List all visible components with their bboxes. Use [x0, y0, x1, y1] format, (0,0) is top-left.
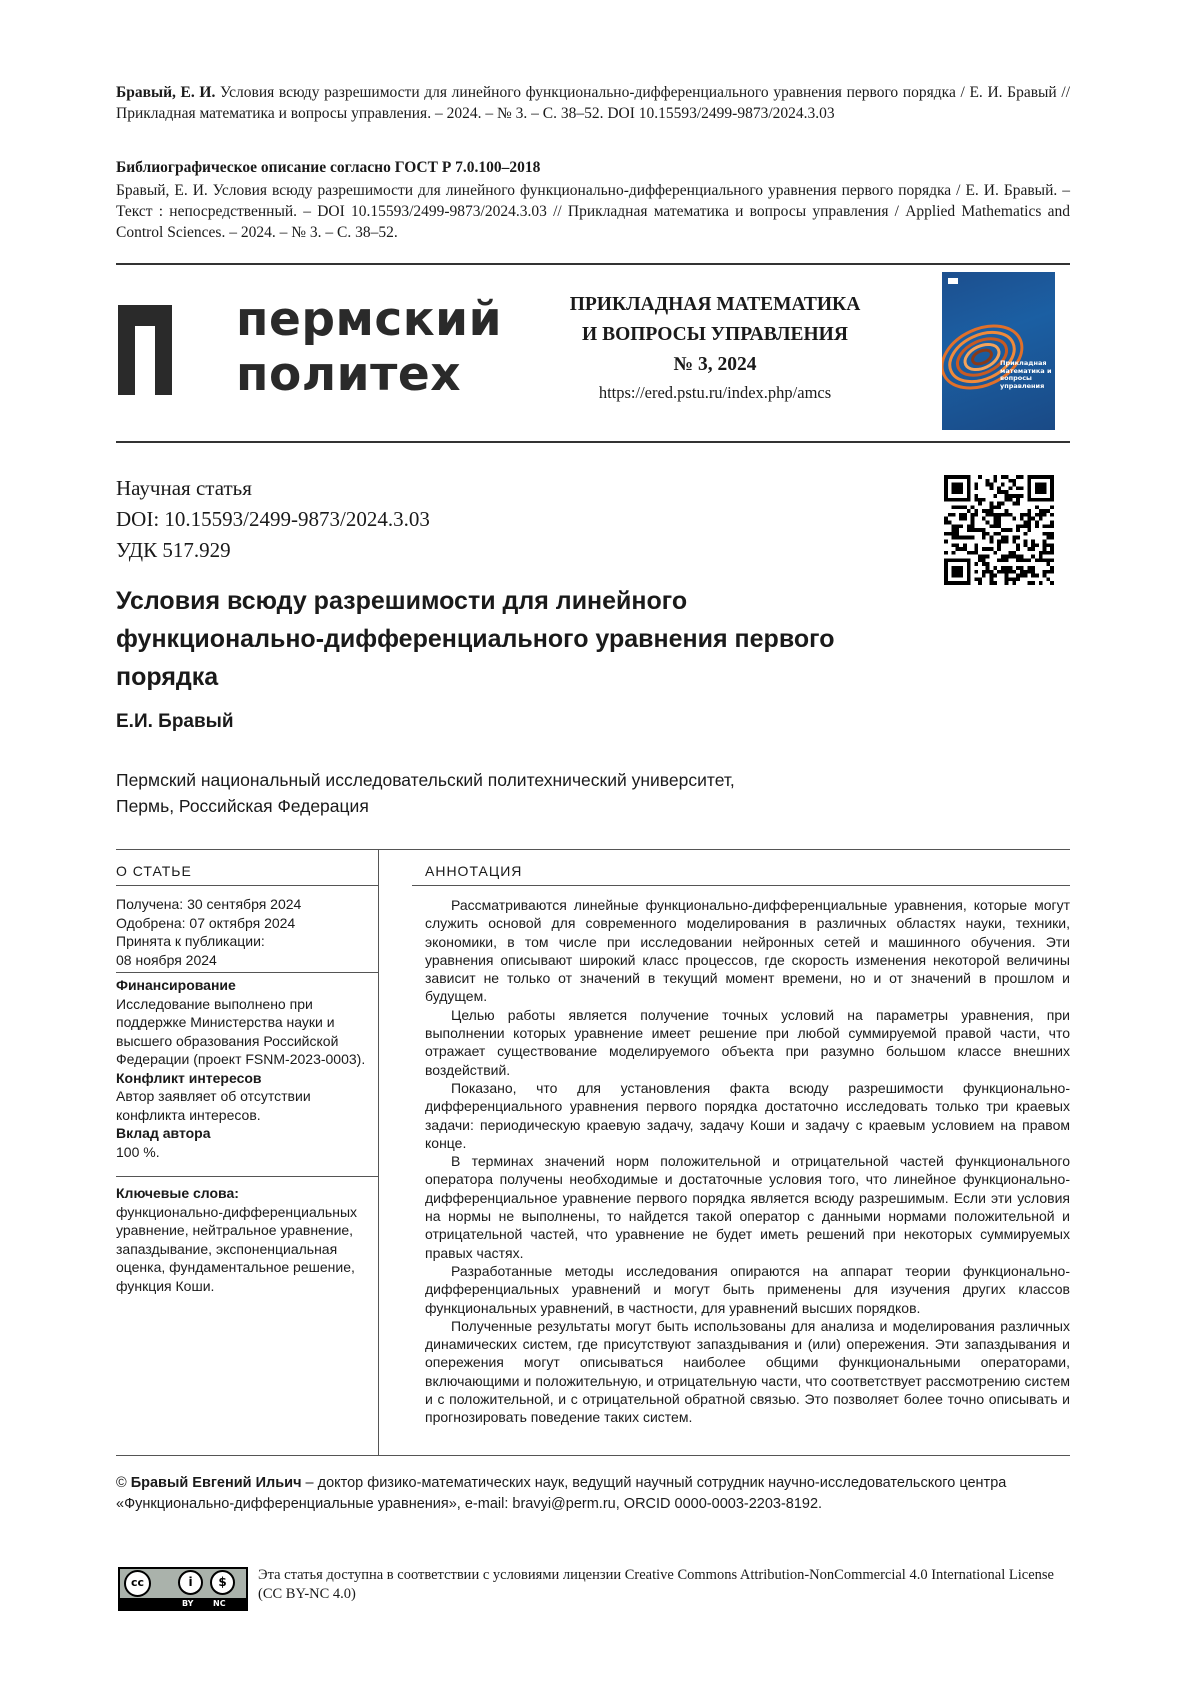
gost-heading: Библиографическое описание согласно ГОСТ Р 7.0.100–2018 [116, 159, 541, 176]
journal-url[interactable]: https://ered.pstu.ru/index.php/amcs [598, 383, 832, 402]
author-info [116, 1473, 1070, 1515]
article-meta [116, 473, 430, 566]
license-text: Эта статья доступна в соответствии с условиями лицензии Creative Commons Attribution-NonCommercial 4.0 International License (CC BY-NC 4.0) [258, 1567, 1054, 1602]
funding-text: Исследование выполнено при поддержке Министерства науки и высшего образования Российской Федерации (проект FSNM-2023-0003). [116, 995, 366, 1067]
journal-title-line-1: ПРИКЛАДНАЯ МАТЕМАТИКА [569, 294, 861, 315]
header-divider-top [116, 263, 1070, 265]
author-details: – доктор физико-математических наук, ведущий научный сотрудник научно-исследовательского центра «Функционально-дифференциальные уравнения», e-mail: bravyi@perm.ru, ORCID 0000-0003-2203-8192. [116, 1475, 1007, 1512]
article-udk: УДК 517.929 [116, 538, 231, 562]
funding-heading: Финансирование [116, 977, 236, 993]
keywords-rule [116, 1176, 378, 1177]
about-label: О СТАТЬЕ [116, 863, 192, 879]
affiliation-line-1: Пермский национальный исследовательский политехнический университет, [116, 770, 735, 790]
noncommercial-icon: $ [210, 1570, 235, 1595]
approved-date: Одобрена: 07 октября 2024 [116, 914, 296, 931]
article-doi[interactable]: DOI: 10.15593/2499-9873/2024.3.03 [116, 507, 430, 531]
abstract-rule [412, 885, 1070, 886]
abstract-paragraph: В терминах значений норм положительной и отрицательной частей функционального оператора получены необходимые и достаточные условия того, что линейное функционально-дифференциальное уравнение первого порядка является всюду разрешимым. Если эти условия на нормы не выполнены, то найдется такой оператор с данными нормами положительной и отрицательной частей, что уравнение не будет иметь решений при некоторых суммируемых правых частях. [425, 1153, 1070, 1261]
attribution-icon: i [178, 1570, 203, 1595]
logo-line-1: пермский [236, 292, 503, 347]
abstract-paragraph: Полученные результаты могут быть использованы для анализа и моделирования различных динамических систем, где присутствуют запаздывания и (или) опережения. Эти запаздывания и опережения могут описываться наиболее общими функциональными операторами, включающими и положительную, и отрицательную части, что соответствует рассмотрению систем и с положительной, и с отрицательной обратной связью. Это позволяет более точно описывать и прогнозировать поведение таких систем. [425, 1317, 1070, 1426]
abstract-label: АННОТАЦИЯ [425, 863, 523, 879]
article-title: Условия всюду разрешимости для линейного функционально-дифференциального уравнения первого порядка [116, 587, 835, 691]
cc-by-nc-badge[interactable] [118, 1567, 248, 1611]
badge-by-label: BY [182, 1599, 194, 1608]
logo-line-2: политех [236, 347, 462, 402]
copyright-symbol: © [116, 1475, 127, 1491]
received-date: Получена: 30 сентября 2024 [116, 896, 302, 912]
column-divider [378, 849, 379, 1455]
abstract-paragraph: Показано, что для установления факта всюду разрешимости функционально-дифференциального уравнения первого порядка достаточно исследовать только три краевых задачи: периодическую краевую задачу, задачу Коши и задачу с краевым условием на правом конце. [425, 1079, 1070, 1151]
citation-text: Условия всюду разрешимости для линейного функционально-дифференциального уравнения первого порядка / Е. И. Бравый // Прикладная математика и вопросы управления. – 2024. – № 3. – С. 38–52. DOI 10.15593/2499-9873/2024.3.03 [116, 84, 1071, 122]
affiliation-line-2: Пермь, Российская Федерация [116, 796, 369, 816]
about-article [116, 895, 378, 1161]
abstract-paragraph: Рассматриваются линейные функционально-дифференциальные уравнения, которые могут служить основой для современного моделирования в различных областях науки, техники, экономики, в том числе при исследовании нейронных сетей и машинного обучения. Эти уравнения описывают широкий класс процессов, где скорость изменения некоторой величины зависит не только от значений в текущий момент времени, но и от значений в прошлом и будущем. [425, 897, 1070, 1005]
abstract-body [425, 896, 1070, 1427]
author-full-name: Бравый Евгений Ильич [130, 1475, 302, 1491]
sections-top-rule [116, 849, 1070, 850]
journal-title-line-2: И ВОПРОСЫ УПРАВЛЕНИЯ [582, 324, 848, 345]
conflict-text: Автор заявляет об отсутствии конфликта интересов. [116, 1088, 311, 1123]
journal-info [525, 290, 905, 406]
sections-bottom-rule [116, 1455, 1070, 1456]
keywords-heading: Ключевые слова: [116, 1185, 239, 1201]
qr-code[interactable] [944, 475, 1054, 585]
author-affiliation [116, 767, 735, 819]
journal-issue: № 3, 2024 [673, 354, 757, 375]
cover-title: Прикладная математика и вопросы управления [1000, 359, 1052, 390]
accepted-label: Принята к публикации: [116, 933, 265, 949]
pstu-logo-text [236, 292, 502, 402]
citation [116, 82, 1070, 124]
abstract-paragraph: Разработанные методы исследования опираются на аппарат теории функционально-дифференциальных уравнений и могут быть применены для изучения других классов функциональных уравнений, в частности, для уравнений высших порядков. [425, 1262, 1070, 1316]
gost-citation: Бравый, Е. И. Условия всюду разрешимости для линейного функционально-дифференциального уравнения первого порядка / Е. И. Бравый. – Текст : непосредственный. – DOI 10.15593/2499-9873/2024.3.03 // Прикладная математика и вопросы управления / Applied Mathematics and Control Sciences. – 2024. – № 3. – С. 38–52. [116, 182, 1070, 241]
keywords [116, 1184, 378, 1295]
article-type: Научная статья [116, 476, 252, 500]
pstu-logo-mark [118, 305, 172, 395]
badge-nc-label: NC [213, 1599, 226, 1608]
cc-icon: cc [124, 1570, 151, 1597]
about-inner-rule [116, 972, 378, 973]
article-author: Е.И. Бравый [116, 711, 234, 732]
contribution-text: 100 %. [116, 1143, 160, 1160]
accepted-date: 08 ноября 2024 [116, 951, 217, 968]
header-divider-bottom [116, 441, 1070, 443]
conflict-heading: Конфликт интересов [116, 1069, 262, 1086]
journal-cover-image [942, 272, 1055, 430]
citation-author: Бравый, Е. И. [116, 84, 216, 101]
contribution-heading: Вклад автора [116, 1125, 211, 1141]
about-rule [116, 885, 378, 886]
abstract-paragraph: Целью работы является получение точных условий на параметры уравнения, при выполнении которых уравнение имеет решение при любой суммируемой правой части, что отражает существование моделируемого объекта при разумно большом классе внешних воздействий. [425, 1006, 1070, 1078]
keywords-text: функционально-дифференциальных уравнение, нейтральное уравнение, запаздывание, экспоненциальная оценка, фундаментальное решение, функция Коши. [116, 1203, 358, 1294]
